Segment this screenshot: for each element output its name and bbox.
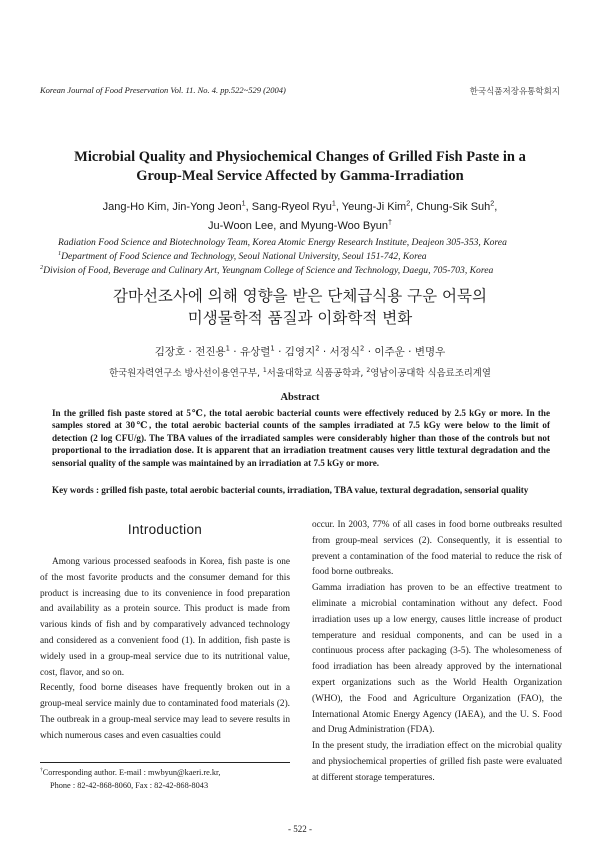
affiliation-mark: 2 [366,366,371,374]
paper-title-line-2: Group-Meal Service Affected by Gamma-Irradiation [136,168,464,184]
korean-author-list [40,344,560,359]
author-affil-mark: 2 [315,344,320,353]
keywords-label: Key words : [52,485,102,495]
footnote-line-2: Phone : 82-42-868-8060, Fax : 82-42-868-8043 [50,781,209,790]
author-line-1 [40,198,560,217]
korean-affil: 영남이공대학 식음료조리계열 [370,368,491,379]
affiliation-mark: 1 [58,249,62,257]
footnote-line-1 [40,766,290,779]
paper-title [40,148,560,186]
paper-title-line-1: Microbial Quality and Physiochemical Changes of Grilled Fish Paste in a [74,149,526,165]
affiliation-text: Radiation Food Science and Biotechnology Team, Korea Atomic Energy Research Institute, Deajeon 305-353, Korea [58,237,507,248]
affiliation-mark: 2 [40,263,44,271]
korean-title [40,285,560,329]
right-column [312,518,562,787]
paragraph: occur. In 2003, 77% of all cases in food borne outbreaks resulted from group-meal services (2). Consequently, it is essential to prevent a contamination of the food material to reduce the risk of food borne outbreaks. [312,520,562,578]
korean-author: · 이주운 · 변명우 [364,346,446,358]
affiliation-text: Division of Food, Beverage and Culinary Art, Yeungnam College of Science and Technology, Daegu, 705-703, Korea [43,265,494,276]
author-affil-mark: 1 [270,344,275,353]
author-affil-mark: 1 [331,199,336,208]
affiliation-2 [40,264,560,278]
author-affil-mark: 2 [360,344,365,353]
society-name: 한국식품저장유통학회지 [469,87,560,97]
author-list [40,198,560,236]
korean-author: · 김영지 [274,346,316,358]
author-name: , Chung-Sik Suh [410,201,491,213]
affiliation-main [58,236,558,250]
korean-affil: 한국원자력연구소 방사선이용연구부, [109,368,263,379]
paragraph: Recently, food borne diseases have frequently broken out in a group-meal service mainly due to contaminated food materials (2). The outbreak in a group-meal service may lead to severe results in which numerous cases and even casualties could [40,683,290,741]
footnote-divider [40,762,290,763]
author-name: , Yeung-Ji Kim [335,201,407,213]
footnote-email: Corresponding author. E-mail : mwbyun@kaeri.re.kr, [42,768,221,777]
author-name: Ju-Woon Lee, and Myung-Woo Byun [208,220,388,232]
author-affil-mark: 2 [406,199,411,208]
korean-title-line-2: 미생물학적 품질과 이화학적 변화 [187,309,413,327]
corresponding-mark: † [388,218,392,227]
korean-title-line-1: 감마선조사에 의해 영향을 받은 단체급식용 구운 어묵의 [113,287,487,305]
left-column [40,555,290,745]
footnote [40,766,290,792]
abstract-body: In the grilled fish paste stored at 5℃, the total aerobic bacterial counts were effectively reduced by 2.5 kGy or more. In the samples stored at 30℃, the total aerobic bacterial counts of the samples irradiated at 7.5 kGy were below to the limit of detection (2 log CFU/g). The TBA values of the irradiated samples were considerably higher than those of the controls but not proportional to the irradiation dose. It is apparent that an irradiation treatment causes very little textural degradation and the sensorial quality of the sample was maintained by an irradiation at 7.5 kGy or more. [52,408,550,468]
abstract-heading: Abstract [280,392,320,403]
korean-author: · 유상렬 [229,346,271,358]
author-name: Jang-Ho Kim, Jin-Yong Jeon [102,201,242,213]
affiliation-mark: 1 [262,366,267,374]
corresponding-mark: † [40,767,43,774]
author-affil-mark: 2 [490,199,495,208]
author-line-2 [40,217,560,236]
page-number: - 522 - [288,824,312,834]
keywords-list: grilled fish paste, total aerobic bacterial counts, irradiation, TBA value, textural degradation, sensorial quality [101,485,529,495]
affiliation-1 [58,250,558,264]
korean-affiliations [40,365,560,379]
korean-author: · 서정식 [319,346,361,358]
author-affil-mark: 1 [225,344,230,353]
korean-affil: 서울대학교 식품공학과, [266,368,367,379]
author-affil-mark: 1 [241,199,246,208]
korean-author: 김장호 · 전진용 [154,346,226,358]
paragraph: Gamma irradiation has proven to be an effective treatment to eliminate a microbial contamination without any defect. Food irradiation uses up a low energy, causes little increase of product temperature and residual components, and can be used in a continuous process after packaging (3-5). The wholesomeness of food irradiation has been already approved by the international expert organizations such as the World Health Organization (WHO), the Food and Agriculture Organization (FAO), the International Atomic Energy Agency (IAEA), and the U. S. Food and Drug Administration (FDA). [312,583,562,736]
affiliation-text: Department of Food Science and Technology, Seoul National University, Seoul 151-742, Korea [61,251,427,262]
journal-citation: Korean Journal of Food Preservation Vol. 11. No. 4. pp.522~529 (2004) [40,85,286,95]
author-name: , Sang-Ryeol Ryu [245,201,332,213]
paragraph: Among various processed seafoods in Korea, fish paste is one of the most favorite products and the consumer demand for this product is increasing due to its convenience in food preparation and availability as a protein source. This product is made from various kinds of fish and by comparatively advanced technology and considered as a convenient food (1). In addition, fish paste is widely used in a group-meal service due to its nutritional value, cost, flavor, and so on. [40,557,290,678]
keywords [52,485,550,495]
paragraph: In the present study, the irradiation effect on the microbial quality and physiochemical properties of grilled fish paste were evaluated at different storage temperatures. [312,741,562,783]
author-name: , [494,201,498,213]
introduction-heading: Introduction [127,522,203,537]
